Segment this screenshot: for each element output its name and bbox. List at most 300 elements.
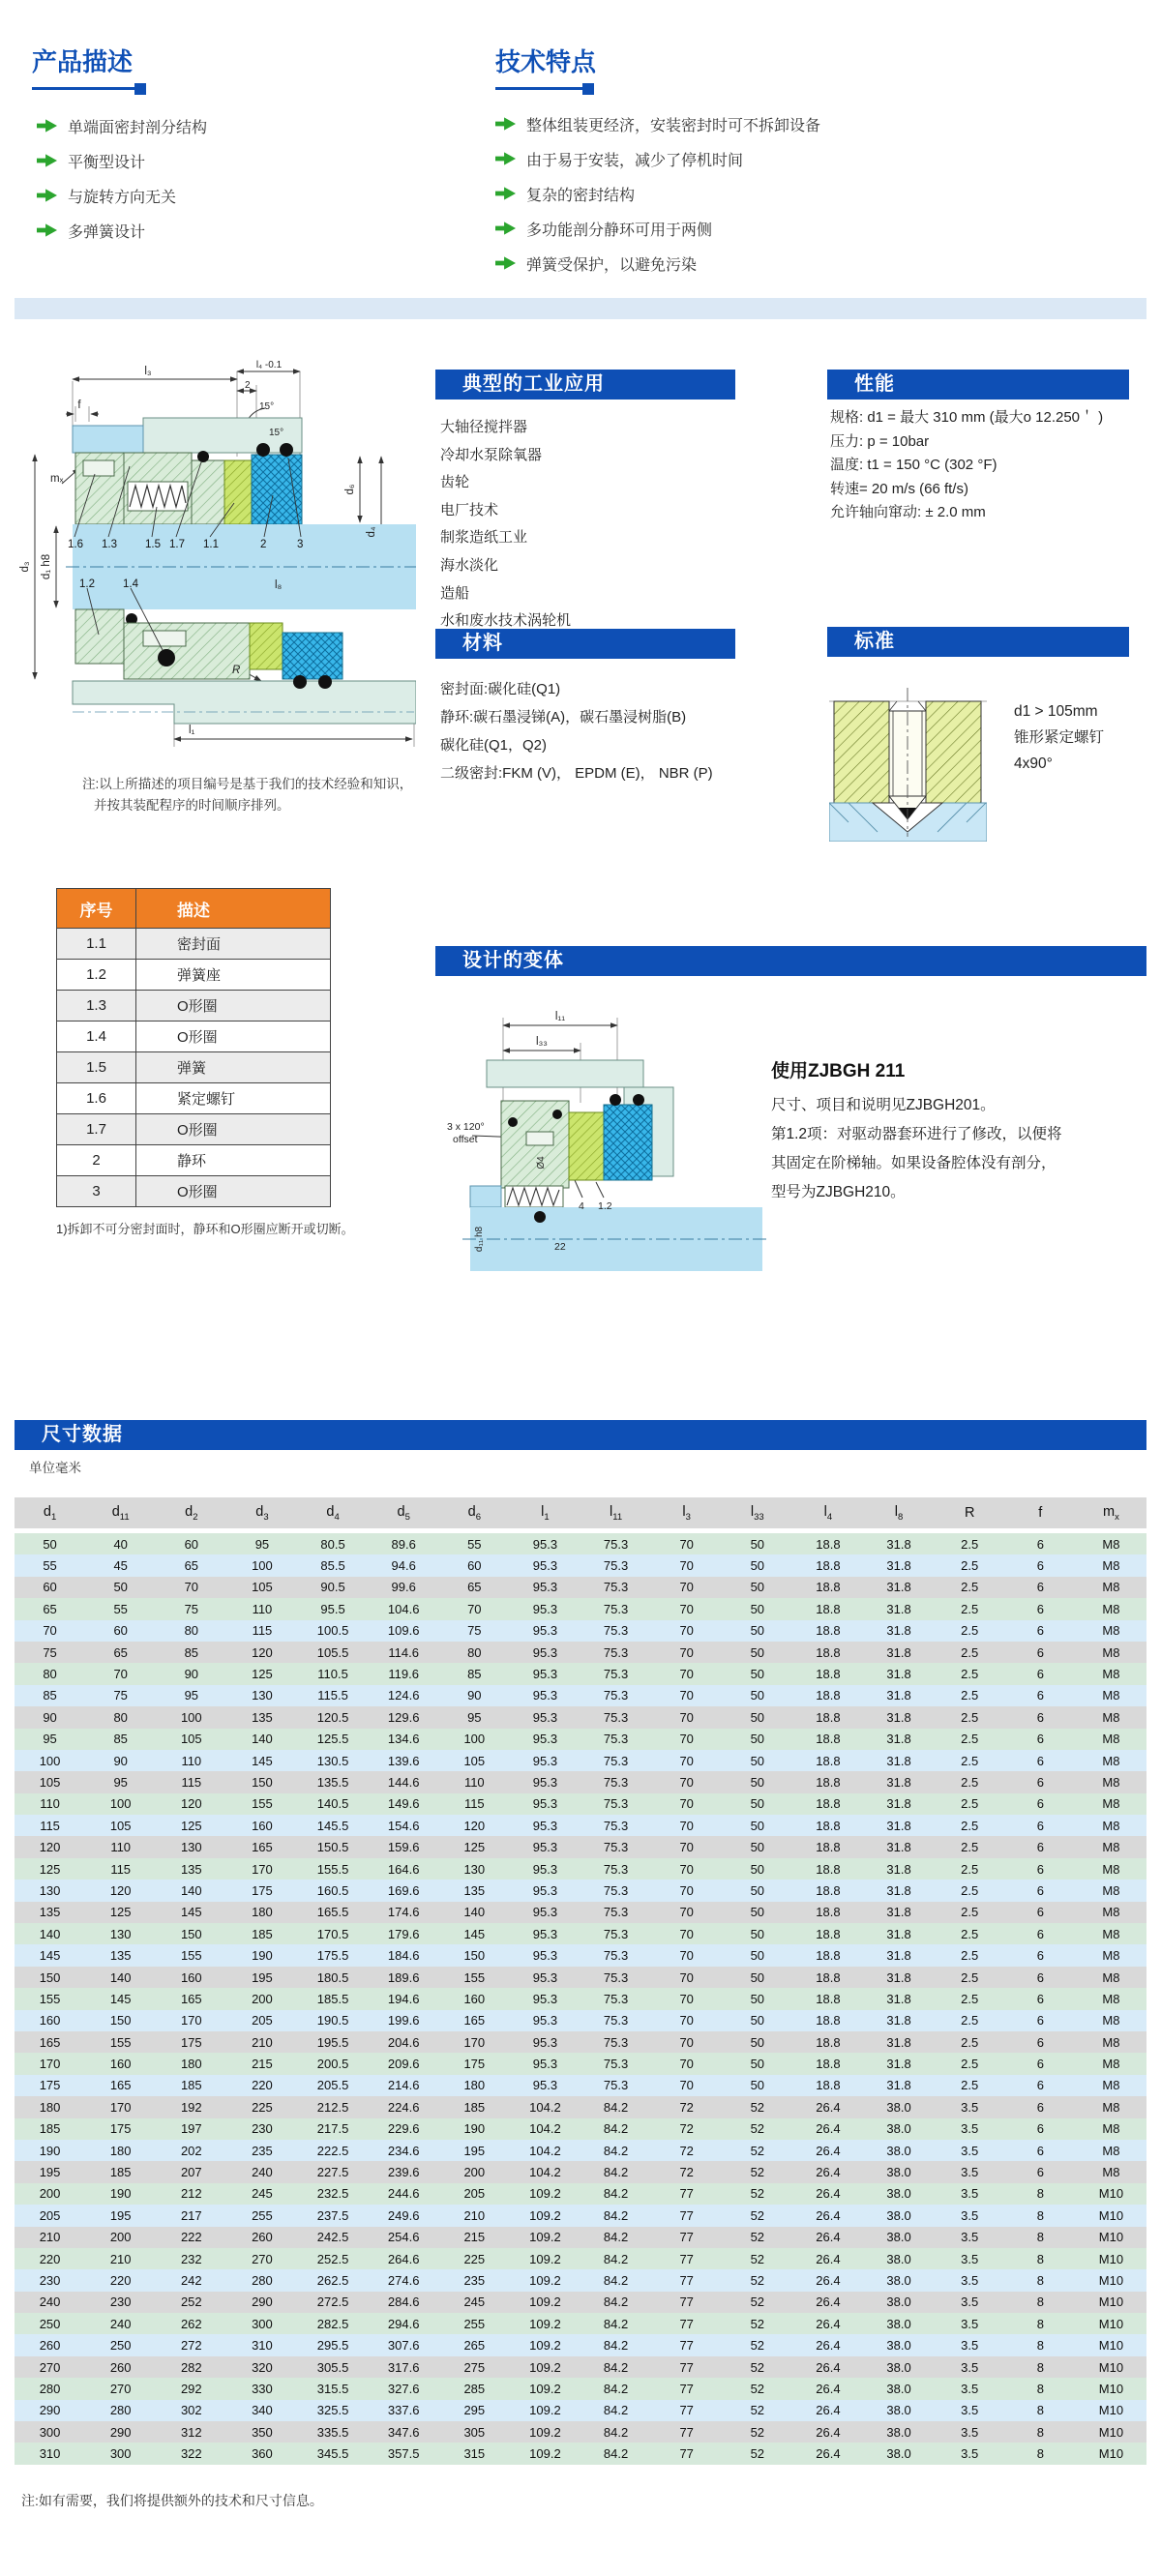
dims-cell: 18.8 [816,1926,841,1941]
dims-cell: 40 [113,1536,128,1552]
dims-cell: 95.3 [532,1688,558,1703]
dims-cell: M10 [1098,2424,1124,2440]
dims-cell: 115 [110,1861,132,1877]
dims-cell: 50 [750,1969,765,1985]
dims-cell: 210 [463,2207,486,2223]
dims-cell: 70 [184,1580,199,1595]
stationary-ring-upper [252,443,302,524]
dims-cell: 85 [184,1644,199,1660]
dims-cell: 95.3 [532,1969,558,1985]
dims-cell: 2.5 [961,2057,979,2072]
dims-cell: 194.6 [387,1991,420,2006]
dims-cell: 84.2 [603,2338,629,2354]
dims-cell: M8 [1102,1861,1120,1877]
part-number: 1.1 [57,929,136,959]
dims-cell: 95 [43,1732,57,1747]
dims-cell: 2.5 [961,1926,979,1941]
dims-cell: 294.6 [387,2316,420,2331]
dims-cell: 2.5 [961,2013,979,2028]
dims-cell: 210 [109,2251,132,2266]
dims-cell: 50 [750,1601,765,1616]
dims-cell: 180 [109,2143,132,2158]
dims-cell: 155 [39,1991,61,2006]
dims-cell: 95.3 [532,1818,558,1833]
dims-cell: 250 [39,2316,61,2331]
dims-cell: 180.5 [316,1969,349,1985]
dims-cell: M8 [1102,1536,1120,1552]
parts-table-row [57,990,330,1021]
dims-cell: M8 [1102,1601,1120,1616]
standards-header: 标准 [827,627,1129,657]
performance-header: 性能 [827,370,1129,400]
dims-cell: 70 [679,1688,694,1703]
dims-cell: 95.3 [532,1601,558,1616]
material-item: 碳化硅(Q1，Q2) [440,737,548,754]
dims-cell: 270 [252,2251,273,2266]
dims-cell: 245 [252,2186,273,2202]
dims-cell: 125 [180,1818,202,1833]
application-item: 制浆造纸工业 [440,529,528,547]
dims-cell: 150 [109,2013,132,2028]
dims-cell: 70 [679,1882,694,1898]
dims-cell: 227.5 [316,2165,349,2180]
dims-table-row [15,1554,1146,1576]
dims-table-row [15,2140,1146,2161]
dims-cell: 52 [750,2143,765,2158]
dims-cell: 209.6 [387,2057,420,2072]
dims-cell: 95.3 [532,1861,558,1877]
dims-cell: 31.8 [886,1774,911,1790]
dims-cell: 3.5 [961,2403,979,2418]
dims-col-header: $d_3$ [255,1503,269,1523]
dims-cell: 335.5 [316,2424,349,2440]
dims-cell: 50 [750,2057,765,2072]
dims-cell: 305.5 [316,2359,349,2375]
dims-cell: 95 [184,1688,199,1703]
dims-cell: M8 [1102,1732,1120,1747]
dims-col-header: $d_{11}$ [111,1503,130,1523]
dims-cell: 84.2 [603,2316,629,2331]
dims-cell: 84.2 [603,2165,629,2180]
dims-table-row [15,1663,1146,1684]
dims-cell: 260 [252,2230,273,2245]
performance-item: 规格: d1 = 最大 310 mm (最大o 12.250＇ ) [830,409,1104,426]
dims-cell: 95.3 [532,1774,558,1790]
dims-cell: 2.5 [961,1623,979,1639]
dims-cell: 50 [750,1948,765,1964]
dims-cell: 109.2 [529,2186,561,2202]
dims-cell: 52 [750,2099,765,2115]
dims-cell: 52 [750,2251,765,2266]
dims-cell: 31.8 [886,1861,911,1877]
dims-cell: 3.5 [961,2121,979,2137]
dims-cell: 3.5 [961,2316,979,2331]
dims-cell: 225 [463,2251,486,2266]
offset-label-1: 3 x 120° [447,1121,485,1133]
dims-cell: 135 [252,1709,273,1725]
dims-cell: 100 [463,1732,486,1747]
dims-cell: 320 [252,2359,273,2375]
dims-cell: 26.4 [816,2295,841,2310]
dims-cell: 114.6 [388,1644,419,1660]
dims-cell: 26.4 [816,2099,841,2115]
dims-cell: 75.3 [603,1580,629,1595]
dims-cell: 290 [39,2403,61,2418]
callout-2: 2 [260,539,267,550]
dims-cell: 3.5 [961,2099,979,2115]
dims-cell: 31.8 [886,1796,911,1812]
dims-cell: 94.6 [391,1558,416,1574]
dims-cell: 70 [679,1732,694,1747]
main-technical-drawing [19,360,416,814]
variant-model-heading: 使用ZJBGH 211 [771,1061,906,1081]
dims-cell: 84.2 [603,2121,629,2137]
dims-table-row [15,1902,1146,1923]
dimension-data-header: 尺寸数据 [15,1420,1146,1450]
dims-cell: 84.2 [603,2230,629,2245]
dims-cell: 280 [109,2403,132,2418]
applications-header: 典型的工业应用 [435,370,735,400]
standards-note-line: d1 > 105mm [1014,703,1098,720]
dims-cell: 165 [39,2034,61,2050]
dims-cell: 50 [750,2078,765,2093]
product-description-title: 产品描述 [32,47,134,76]
dims-cell: 120 [109,1882,132,1898]
dims-cell: 6 [1036,1601,1044,1616]
dims-cell: M8 [1102,2013,1120,2028]
dims-cell: 18.8 [816,1623,841,1639]
dims-cell: 70 [679,1753,694,1768]
dims-cell: 70 [679,1818,694,1833]
dims-cell: 159.6 [387,1840,420,1855]
part-description: O形圈 [177,1029,218,1046]
application-item: 齿轮 [440,474,470,491]
dims-cell: 38.0 [886,2338,911,2354]
dims-cell: 120 [39,1840,61,1855]
dims-cell: 100 [39,1753,61,1768]
dims-cell: 6 [1036,2121,1044,2137]
dims-cell: 95.3 [532,2034,558,2050]
dims-table-row [15,2075,1146,2096]
dims-cell: 50 [750,1774,765,1790]
dims-cell: 145.5 [316,1818,349,1833]
dims-cell: 75.3 [603,1926,629,1941]
dims-cell: 18.8 [816,1688,841,1703]
parts-table-row [57,1021,330,1051]
dims-cell: M10 [1098,2359,1124,2375]
dims-cell: 18.8 [816,1536,841,1552]
dims-cell: 6 [1036,1969,1044,1985]
dims-table-row [15,1533,1146,1554]
dims-cell: 237.5 [316,2207,349,2223]
parts-col-description: 描述 [177,901,210,920]
dims-table-row [15,1685,1146,1706]
dims-cell: 315 [463,2446,486,2462]
shaft [66,524,416,609]
dims-cell: 155.5 [316,1861,349,1877]
dim-d11-label: d₁₁ h8 [474,1226,485,1253]
dims-cell: 38.0 [886,2316,911,2331]
dims-cell: 70 [679,1623,694,1639]
dims-cell: 85 [113,1732,128,1747]
dims-cell: 85 [467,1667,482,1682]
dims-cell: 26.4 [816,2403,841,2418]
dims-cell: 270 [109,2381,132,2396]
dims-cell: 145 [39,1948,61,1964]
dims-cell: M8 [1102,1905,1120,1920]
dims-cell: 312 [180,2424,202,2440]
dims-cell: 185.5 [316,1991,349,2006]
dims-table-row [15,2161,1146,2182]
dim-d6-label: d₆ [344,484,356,495]
dims-cell: 60 [43,1580,57,1595]
dims-cell: 52 [750,2230,765,2245]
dims-cell: M8 [1102,1774,1120,1790]
dims-cell: 75.3 [603,1536,629,1552]
dims-table-row [15,1706,1146,1728]
dims-cell: 31.8 [886,1732,911,1747]
dims-cell: 2.5 [961,1905,979,1920]
performance-item: 温度: t1 = 150 °C (302 °F) [830,457,997,473]
dims-cell: 190 [463,2121,486,2137]
parts-table-row [57,1144,330,1175]
dims-cell: 165.5 [316,1905,349,1920]
dims-cell: 70 [679,1948,694,1964]
dims-cell: 31.8 [886,1905,911,1920]
application-item: 海水淡化 [440,556,499,574]
part-description: 弹簧座 [177,967,222,984]
callout-1-5: 1.5 [145,539,161,550]
dims-cell: 184.6 [387,1948,420,1964]
dims-cell: 185 [252,1926,273,1941]
dims-cell: 214.6 [387,2078,420,2093]
dims-cell: 100 [109,1796,132,1812]
dims-cell: 18.8 [816,1667,841,1682]
dims-cell: 185 [39,2121,61,2137]
dims-cell: 190 [39,2143,61,2158]
dims-footnote: 注:如有需要，我们将提供额外的技术和尺寸信息。 [21,2493,323,2508]
dims-cell: 2.5 [961,1796,979,1812]
dims-cell: 239.6 [387,2165,420,2180]
dims-cell: 225 [252,2099,273,2115]
dims-cell: M10 [1098,2295,1124,2310]
dims-cell: 2.5 [961,1667,979,1682]
dims-cell: 307.6 [387,2338,420,2354]
dims-cell: 3.5 [961,2359,979,2375]
list-item-label: 平衡型设计 [68,154,146,171]
dims-table-row [15,1620,1146,1642]
dims-cell: 38.0 [886,2186,911,2202]
dims-cell: 77 [679,2381,694,2396]
dims-cell: 149.6 [387,1796,420,1812]
dims-cell: 45 [113,1558,128,1574]
dims-cell: 95 [467,1709,482,1725]
dims-cell: 95.3 [532,1840,558,1855]
dims-cell: 134.6 [387,1732,420,1747]
dims-cell: 72 [679,2143,694,2158]
dims-col-header: $d_2$ [185,1503,198,1523]
dims-cell: 337.6 [387,2403,420,2418]
dims-cell: 3.5 [961,2186,979,2202]
dims-cell: 2.5 [961,1774,979,1790]
dims-cell: 75.3 [603,1905,629,1920]
dims-cell: 310 [39,2446,61,2462]
dims-cell: 55 [113,1601,128,1616]
dims-cell: 150 [252,1774,273,1790]
dims-col-header: $l_{33}$ [750,1503,764,1523]
dims-cell: 204.6 [387,2034,420,2050]
dims-cell: 224.6 [387,2099,420,2115]
dims-cell: 2.5 [961,1948,979,1964]
dims-cell: M8 [1102,1709,1120,1725]
list-item [495,141,820,176]
dims-cell: 26.4 [816,2446,841,2462]
dims-cell: M10 [1098,2186,1124,2202]
dims-cell: 50 [750,1840,765,1855]
dims-table-row [15,2031,1146,2053]
dims-cell: 75.3 [603,1601,629,1616]
dim-l4-label: l₄ -0.1 [255,360,283,370]
dims-cell: 205.5 [316,2078,349,2093]
dims-cell: 75.3 [603,1840,629,1855]
dims-cell: 217.5 [316,2121,349,2137]
dims-cell: 90 [113,1753,128,1768]
dims-cell: 185 [463,2099,486,2115]
technical-features-title: 技术特点 [495,47,597,76]
dims-cell: 175.5 [316,1948,349,1964]
dims-cell: 26.4 [816,2316,841,2331]
dims-cell: 165 [180,1991,202,2006]
dims-cell: M10 [1098,2207,1124,2223]
dims-cell: 282.5 [316,2316,349,2331]
dims-cell: 75.3 [603,1667,629,1682]
dims-table-row [15,2269,1146,2291]
dims-cell: 252 [180,2295,202,2310]
dims-cell: 109.2 [529,2316,561,2331]
dims-cell: 130.5 [316,1753,349,1768]
dims-table-row [15,2443,1146,2464]
part-number: 1.5 [57,1052,136,1082]
dims-cell: 38.0 [886,2424,911,2440]
dims-cell: 300 [252,2316,273,2331]
dims-cell: 110.5 [317,1667,348,1682]
standards-note [1014,698,1104,777]
dims-cell: M8 [1102,1991,1120,2006]
list-item [495,106,820,141]
dims-cell: 6 [1036,1991,1044,2006]
dims-cell: 300 [109,2446,132,2462]
dims-cell: 8 [1036,2186,1044,2202]
list-item-label: 由于易于安装，减少了停机时间 [526,152,744,169]
dims-cell: 18.8 [816,1905,841,1920]
dims-cell: 170 [109,2099,132,2115]
dims-cell: 6 [1036,1580,1044,1595]
dims-cell: 50 [750,1688,765,1703]
dims-cell: 95.3 [532,2078,558,2093]
list-item [37,143,207,178]
dims-cell: 95.3 [532,1882,558,1898]
dims-cell: 260 [109,2359,132,2375]
dims-cell: 31.8 [886,1644,911,1660]
dims-cell: 75.3 [603,1753,629,1768]
dims-cell: 65 [43,1601,57,1616]
dims-cell: 164.6 [387,1861,420,1877]
dims-table-row [15,1967,1146,1988]
dims-cell: 2.5 [961,1558,979,1574]
dims-cell: 260 [39,2338,61,2354]
dims-cell: 38.0 [886,2099,911,2115]
dims-cell: 38.0 [886,2295,911,2310]
dims-cell: 160 [39,2013,61,2028]
dims-cell: 26.4 [816,2424,841,2440]
dims-cell: 2.5 [961,1840,979,1855]
dims-cell: 115.5 [317,1688,348,1703]
dims-cell: 90 [43,1709,57,1725]
dims-cell: 109.2 [529,2230,561,2245]
dims-cell: 6 [1036,2057,1044,2072]
offset-label-2: offset [453,1134,478,1145]
dims-cell: 179.6 [387,1926,420,1941]
dims-cell: 95.3 [532,1796,558,1812]
dims-cell: 120.5 [316,1709,349,1725]
dims-cell: 95.3 [532,2057,558,2072]
dims-cell: M10 [1098,2272,1124,2288]
dims-table-row [15,2292,1146,2313]
dims-cell: 77 [679,2338,694,2354]
dims-cell: 150 [180,1926,202,1941]
dims-cell: 215 [463,2230,486,2245]
dims-cell: M10 [1098,2446,1124,2462]
dims-cell: 84.2 [603,2424,629,2440]
dims-cell: 55 [467,1536,482,1552]
dims-cell: 77 [679,2424,694,2440]
dims-cell: 31.8 [886,1948,911,1964]
callout-3: 3 [297,539,304,550]
dims-cell: 75.3 [603,2034,629,2050]
dims-cell: M8 [1102,2078,1120,2093]
dims-cell: 31.8 [886,1969,911,1985]
dims-cell: 212.5 [316,2099,349,2115]
dims-cell: 80 [184,1623,199,1639]
dims-table-row [15,2356,1146,2378]
dims-cell: 2.5 [961,1861,979,1877]
dims-cell: 120 [463,1818,486,1833]
dims-cell: 70 [679,1969,694,1985]
dims-cell: 2.5 [961,1580,979,1595]
dim-d4-label: d₄ [366,526,377,538]
dims-cell: 185 [180,2078,202,2093]
list-item-label: 多功能剖分静环可用于两侧 [526,222,713,239]
dims-cell: 207 [180,2165,202,2180]
application-item: 电厂技术 [440,501,499,518]
material-item: 二级密封:FKM (V)， EPDM (E)， NBR (P) [440,765,713,782]
dims-cell: 95.3 [532,1732,558,1747]
dims-cell: M8 [1102,2121,1120,2137]
dims-cell: 195.5 [316,2034,349,2050]
dims-cell: 200 [39,2186,61,2202]
part-description: O形圈 [177,1122,218,1139]
dims-cell: M8 [1102,1818,1120,1833]
dims-cell: 125.5 [316,1732,349,1747]
dims-cell: 274.6 [387,2272,420,2288]
dims-cell: 350 [252,2424,273,2440]
dims-cell: 170 [180,2013,202,2028]
dims-cell: 240 [39,2295,61,2310]
dims-cell: 77 [679,2403,694,2418]
dims-cell: 125 [252,1667,273,1682]
dims-table-body [15,1533,1146,2465]
dims-cell: 26.4 [816,2359,841,2375]
